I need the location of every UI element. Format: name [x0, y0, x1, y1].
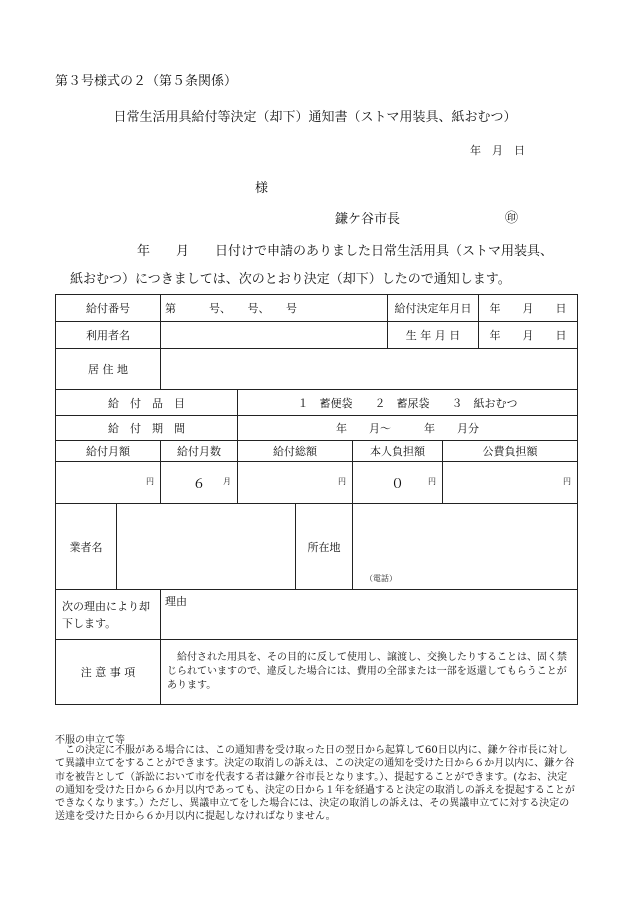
issuer-name: 鎌ケ谷市長: [335, 212, 401, 227]
birth-date-label: 生 年 月 日: [388, 322, 479, 349]
yen-unit: 円: [563, 477, 571, 486]
self-pay-value: ０: [390, 477, 404, 492]
total-amount-cell: [238, 462, 353, 504]
address-value: [161, 349, 578, 390]
objection-body: この決定に不服がある場合には、この通知書を受け取った日の翌日から起算して60日以内に、鎌ケ谷市長に対して異議申立てをすることができます。決定の取消しの訴えは、この決定の通知を受けた日から６か月以内に、鎌ケ谷市を被告として（訴訟において市を代表する者は鎌ケ谷市長となります。）、提起することができます。(なお、決定の通知を受けた日から６か月以内であっても、決定の日から１年を経過すると決定の取消しの訴えを提起することができなくなります。）ただし、異議申立てをした場合には、決定の取消しの訴えは、その異議申立てに対する決定の送達を受けた日から６か月以内に提起しなければなりません。: [55, 745, 575, 823]
decision-form-table: [55, 294, 578, 705]
phone-label: （電話）: [365, 574, 397, 583]
monthly-amount-header: 給付月額: [56, 441, 161, 462]
addressee-honorific: 様: [255, 181, 269, 196]
self-pay-cell: [353, 462, 443, 504]
months-header: 給付月数: [161, 441, 238, 462]
total-amount-header: 給付総額: [238, 441, 353, 462]
period-label: 給 付 期 間: [56, 416, 238, 441]
yen-unit: 円: [338, 477, 346, 486]
yen-unit: 円: [146, 477, 154, 486]
form-number: 第３号様式の２（第５条関係）: [55, 74, 238, 89]
address-row: [56, 349, 578, 390]
amount-header-row: [56, 441, 578, 462]
intro-line-2: 紙おむつ）につきましては、次のとおり決定（却下）したので通知します。: [70, 272, 511, 287]
self-pay-header: 本人負担額: [353, 441, 443, 462]
notice-text: 給付された用具を、その目的に反して使用し、譲渡し、交換したりすることは、固く禁じられていますので、違反した場合には、費用の全部または一部を返還してもらうことがあります。: [161, 640, 578, 705]
vendor-value: [117, 504, 296, 590]
notice-row: [56, 640, 578, 705]
period-row: [56, 416, 578, 441]
public-pay-cell: [443, 462, 578, 504]
rejection-reason-label: 次の理由により却下します。: [56, 590, 161, 640]
item-options: １ 蓄便袋 ２ 蓄尿袋 ３ 紙おむつ: [238, 390, 578, 416]
item-row: [56, 390, 578, 416]
seal-mark: ㊞: [505, 211, 519, 226]
monthly-amount-cell: [56, 462, 161, 504]
rejection-reason-value: 理由: [161, 590, 578, 640]
decision-date-label: 給付決定年月日: [388, 295, 479, 322]
location-label: 所在地: [296, 504, 353, 590]
address-label: 居 住 地: [56, 349, 161, 390]
objection-title: 不服の申立て等: [55, 735, 125, 746]
issue-date: 年 月 日: [470, 144, 525, 157]
grant-number-value: 第 号、 号、 号: [161, 295, 388, 322]
months-cell: [161, 462, 238, 504]
period-value: 年 月～ 年 月分: [238, 416, 578, 441]
amount-value-row: [56, 462, 578, 504]
user-name-value: [161, 322, 388, 349]
notice-label: 注 意 事 項: [56, 640, 161, 705]
item-label: 給 付 品 目: [56, 390, 238, 416]
location-value: [353, 504, 578, 590]
birth-date-value: 年 月 日: [479, 322, 578, 349]
intro-line-1: 年 月 日付けで申請のありました日常生活用具（ストマ用装具、: [137, 244, 554, 259]
user-name-label: 利用者名: [56, 322, 161, 349]
grant-number-label: 給付番号: [56, 295, 161, 322]
grant-number-row: [56, 295, 578, 322]
user-row: [56, 322, 578, 349]
months-value: ６: [192, 477, 206, 492]
public-pay-header: 公費負担額: [443, 441, 578, 462]
document-title: 日常生活用具給付等決定（却下）通知書（ストマ用装具、紙おむつ）: [113, 110, 517, 125]
vendor-label: 業者名: [56, 504, 117, 590]
yen-unit: 円: [428, 477, 436, 486]
decision-date-value: 年 月 日: [479, 295, 578, 322]
vendor-row: [56, 504, 578, 590]
month-unit: 月: [223, 477, 231, 486]
reason-row: [56, 590, 578, 640]
